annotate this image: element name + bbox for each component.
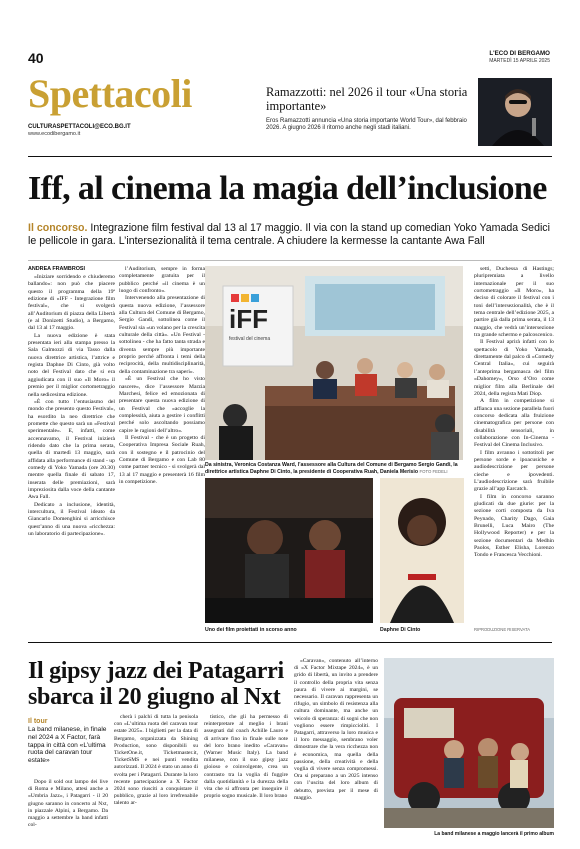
deck-rule [28, 260, 552, 261]
top-rule [28, 156, 552, 157]
article-column-3 [474, 266, 554, 604]
section-rule [28, 642, 552, 643]
main-headline: Iff, al cinema la magia dell’inclusione [28, 170, 547, 207]
paragraph: La nuova edizione è stata presentata ieri alla stampa presso la Sala Galmozzi di via Tasso dalla nuova direttrice artistica, l’attrice e regista Daphne Di Cinto, già volto noto del Festival dato che si era aggiudicata con il suo «Il Moro» il premio per il miglior cortometraggio nella sedicesima edizione. [28, 332, 115, 398]
paragraph: I film in concorso saranno giudicati da due giurie: per la sezione corti composta da Iva Peynado, Charity Dago, Gaia Brunelli, Luca Mairo (The Hollywood Reporter) e per la sezione documentari da Medhin Paolos, Esther Elisha, Lorenzo Tondo e Francesca Vecchioni. [474, 493, 554, 559]
section-web[interactable]: www.ecodibergamo.it [28, 131, 81, 137]
article-column-2 [119, 266, 205, 640]
second-headline: Il gipsy jazz dei Patagarri sbarca il 20 giugno al Nxt [28, 658, 284, 710]
paragraph: Il Festival aprirà infatti con lo spettacolo di Yoko Yamada, direttamente dal palco di «Comedy Central Italia», cui seguirà l’anteprima bergamasca del film «Dahomey», Orso d’Oro come miglior film alla Berlinale del 2024, della regista Mati Diop. [474, 339, 554, 397]
masthead-name: L'ECO DI BERGAMO [489, 50, 550, 57]
rights-notice: RIPRODUZIONE RISERVATA [474, 627, 530, 632]
press-conference-photo [205, 266, 463, 460]
second-kicker: Il tour [28, 718, 48, 725]
paragraph: tistico, che gli ha permesso di reinterpretare al meglio i brani assegnati dal coach Achille Lauro e di arrivare fino in finale sulle note del loro brano inedito «Caravan» (Warner Music Italy). La band milanese, con il suo gipsy jazz gioioso e coinvolgente, crea un contrasto tra la voglia di fuggire dalla quotidianità e la durezza della vita che si affronta per inseguire il proprio sogno musicale. Il loro brano [204, 714, 288, 800]
byline: ANDREA FRAMBROSI [28, 266, 85, 272]
teaser-body: Eros Ramazzotti annuncia «Una storia importante World Tour», dal febbraio 2026. A giugno 2026 il ritorno anche negli stadi italiani. [266, 118, 467, 132]
paragraph: «È con tutto l’entusiasmo del mondo che presento questo Festival», ha esordito la neo direttrice che promette che questo sarà un «Festival sperimentale». E, infatti, come accennavamo, il Festival inizierà ridendo dato che la prima serata, quella di martedì 13 maggio, sarà affidata alla performance di stand - up comedy di Yoko Yamada (ore 20.30) mentre quella finale di sabato 17, inserata delle premiazioni, sarà impreziosita dalla voce della cantante Awa Fall. [28, 398, 115, 501]
page-number: 40 [28, 50, 44, 66]
paragraph: Il Festival - che è un progetto di Cooperativa Impresa Sociale Ruah, con il sostegno e il patrocinio del Comune di Bergamo e con Lab 80 come partner tecnico - si svolgerà dal 13 al 17 maggio e presenterà 16 film in competizione. [119, 434, 205, 485]
section-email[interactable]: CULTURASPETTACOLI@ECO.BG.IT [28, 124, 131, 130]
article-column-1 [28, 274, 115, 640]
paragraph: Dedicato a inclusione, identità, intercultura, il Festival ideato da Giancarlo Domenghini si arricchisce quest’anno di una nuova «ricchezza: un laboratorio di partecipazione». [28, 501, 115, 538]
masthead-date: MARTEDÌ 15 APRILE 2025 [489, 58, 550, 64]
singer-portrait-icon [478, 78, 552, 146]
second-column-3 [204, 714, 288, 842]
main-deck-text: Integrazione film festival dal 13 al 17 maggio. Il via con la stand up comedian Yoko Yamada Sedici le pellicole in gara. L’intersezionalità il tema centrale. A chiudere la kermesse la cantante Awa Fall [28, 222, 550, 247]
band-photo [384, 658, 554, 828]
portrait-caption: Daphne Di Cinto [380, 627, 421, 633]
caption-text: Da sinistra, Veronica Costanza Ward, l’assessore alla Cultura del Comune di Bergamo Sergio Gandi, la direttrice artistica Daphne Di Cinto, la presidente di Cooperativa Ruah, Daniela Merisio [205, 462, 458, 475]
main-photo-caption [205, 462, 465, 475]
paragraph: «Iniziare sorridendo e chiuderemo ballando»: non può che piacere questo il programma della 19ª edizione di «IFF - Integrazione film festival», che si svolgerà all’Auditorium di piazza della Libertà (e al Donizetti Studio), a Bergamo, dal 13 al 17 maggio. [28, 274, 115, 332]
iff-logo-sub: festival del cinema [229, 336, 271, 342]
second-column-4 [294, 658, 378, 842]
paragraph: Intervenendo alla presentazione di questa nuova edizione, l’assessore alla Cultura del Comune di Bergamo, Sergio Gandi, sottolinea come il Festival sia «un volano per la crescita culturale della città». «Un Festival - sottolinea - che ha fatto tanta strada e diventa sempre più importante proprio perché affronta i temi della reciprocità, della multidisciplinarità, della contaminazione tra saperi». [119, 295, 205, 375]
teaser-photo [478, 78, 552, 146]
paragraph: «Caravan», contenuto all’interno di «X Factor Mixtape 2024», è un grido di libertà, un invito a prendere il controllo della propria vita senza paura di vivere ai margini, se necessario. Il caravan rappresenta un rifugio, un simbolo di resistenza alla cultura dominante, ma anche un veicolo di speranza: di sogni che non vogliono essere rimpiccioliti. I Patagarri, attraverso la loro musica e il loro messaggio, sembrano voler dimostrare che la vera ricchezza non è economica, ma quella della passione, della creatività e della voglia di vivere senza compromessi. Ora si preparano a un 2025 intenso con l’uscita del loro album di debutto, prevista per il mese di maggio. [294, 658, 378, 801]
paragraph: «È un Festival che ho visto nascere», dice l’assessore Marzia Marchesi, felice ed emozionata di presentare questa nuova edizione di un Festival che «accoglie la complessità, aiuta a gestire i conflitti perché solo ascoltando possiamo capire le ragioni dell’altro». [119, 376, 205, 434]
paragraph: I film avranno i sottotitoli per persone sorde e ipoacusiche e audiodescrizione per persone cieche e ipovedenti. L’audiodescrizione sarà fruibile grazie all’app Earcatch. [474, 449, 554, 493]
paragraph: l’Auditorium, sempre in forma completamente gratuita per il pubblico perché «il cinema è un luogo di confronto». [119, 266, 205, 295]
film-still-photo [205, 478, 373, 623]
section-title: Spettacoli [28, 71, 192, 116]
second-column-2 [114, 714, 198, 842]
paragraph: cherà i palchi di tutta la penisola con «L’ultima ruota del caravan tour estate 2025». I biglietti per la data di Bergamo, organizzata da Shining Production, sono disponibili su TicketOne.it, Ticketmaster.it, TicketSMS e nei punti vendita autorizzati. Il 2024 è stato un anno di svolta per i Patagarri. Durante la loro recente partecipazione a X Factor 2024 sono riusciti a conquistare il pubblico, grazie al loro irrefrenabile talento ar- [114, 714, 198, 807]
paragraph: Dopo il sold out lampo dei live di Roma e Milano, attesi anche a «Umbria Jazz», i Patagarri - il 20 giugno saranno in concerto al Nxt, in piazzale Alpini, a Bergamo. Da maggio a settembre la band infatti col- [28, 779, 108, 829]
main-deck [28, 222, 552, 248]
main-kicker: Il concorso. [28, 222, 88, 234]
paragraph: A film in competizione si affianca una sezione parallela fuori concorso dedicata alla fruizione cinematografica per persone con disabilità sensoriali, in collaborazione con In-Cinema - Festival del Cinema Inclusivo. [474, 398, 554, 449]
film-still-caption: Uno dei film proiettati in scorso anno [205, 627, 297, 633]
second-column-1 [28, 779, 108, 841]
photo-credit: FOTO FEDELI [419, 468, 448, 474]
iff-logo-text: iFF [229, 304, 268, 334]
second-deck: La band milanese, in finale nel 2024 a X Factor, farà tappa in città con «L’ultima ruota del caravan tour estate» [28, 726, 107, 765]
teaser-title: Ramazzotti: nel 2026 il tour «Una storia importante» [266, 85, 468, 113]
paragraph: setti, Duchessa di Hastings; pluripremiata a livello internazionale per il suo cortometraggio «Il Moro», ha deciso di colorare il festival con i toni dell’intersezionalità, che è il tema centrale dell’edizione 2025, a partire già dalla prima serata, il 13 maggio, che vedrà un’intersezione tra grande schermo e palcoscenico. [474, 266, 554, 339]
portrait-photo [380, 478, 464, 623]
band-photo-caption: La band milanese a maggio lancerà il primo album [434, 831, 554, 837]
